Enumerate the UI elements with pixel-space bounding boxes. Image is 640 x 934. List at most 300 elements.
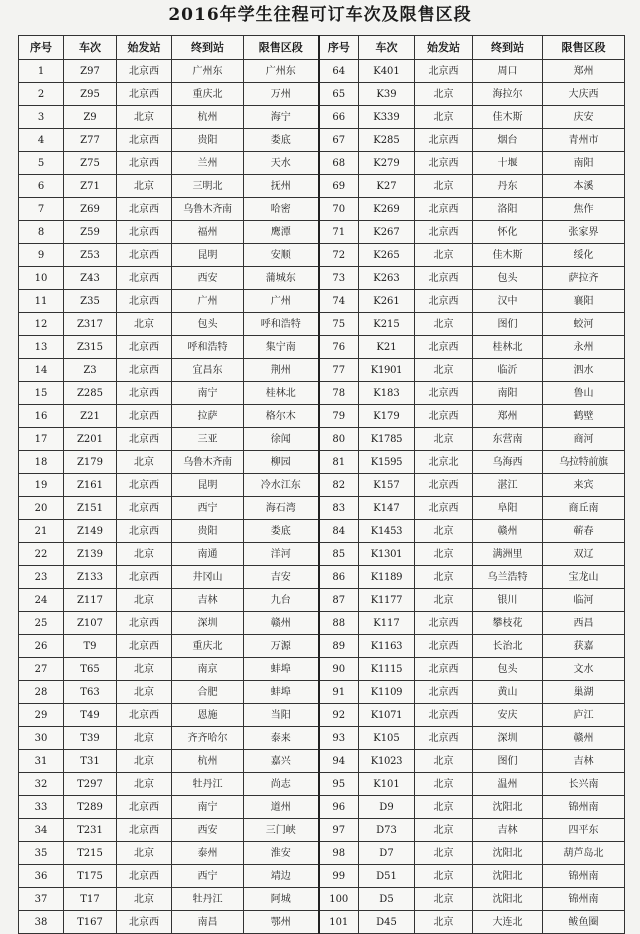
cell-restricted-section: 襄阳	[543, 290, 625, 313]
cell-seq: 4	[19, 129, 64, 152]
cell-restricted-section: 赣州	[543, 727, 625, 750]
cell-destination: 吉林	[473, 819, 543, 842]
cell-origin: 北京西	[415, 60, 473, 83]
cell-destination: 重庆北	[172, 83, 244, 106]
cell-train: K269	[359, 198, 415, 221]
cell-seq: 73	[319, 267, 359, 290]
cell-destination: 南宁	[172, 382, 244, 405]
cell-origin: 北京西	[117, 198, 172, 221]
cell-seq: 99	[319, 865, 359, 888]
cell-restricted-section: 阿城	[244, 888, 319, 911]
header-train: 车次	[64, 36, 117, 60]
cell-restricted-section: 靖边	[244, 865, 319, 888]
cell-origin: 北京	[415, 796, 473, 819]
cell-train: D73	[359, 819, 415, 842]
cell-origin: 北京	[415, 773, 473, 796]
cell-train: K263	[359, 267, 415, 290]
cell-train: K157	[359, 474, 415, 497]
cell-train: Z161	[64, 474, 117, 497]
cell-train: Z77	[64, 129, 117, 152]
cell-origin: 北京西	[415, 658, 473, 681]
cell-origin: 北京西	[117, 635, 172, 658]
cell-train: K1071	[359, 704, 415, 727]
cell-train: D45	[359, 911, 415, 934]
cell-train: T63	[64, 681, 117, 704]
cell-train: K1595	[359, 451, 415, 474]
cell-origin: 北京西	[117, 129, 172, 152]
header-seq: 序号	[19, 36, 64, 60]
cell-origin: 北京	[415, 842, 473, 865]
cell-seq: 76	[319, 336, 359, 359]
table-row	[19, 83, 625, 106]
cell-origin: 北京	[415, 589, 473, 612]
cell-origin: 北京西	[117, 359, 172, 382]
cell-destination: 包头	[473, 267, 543, 290]
table-row	[19, 198, 625, 221]
cell-seq: 18	[19, 451, 64, 474]
cell-seq: 86	[319, 566, 359, 589]
cell-origin: 北京西	[117, 221, 172, 244]
cell-train: T215	[64, 842, 117, 865]
cell-train: Z95	[64, 83, 117, 106]
cell-train: K117	[359, 612, 415, 635]
cell-destination: 郑州	[473, 405, 543, 428]
cell-seq: 20	[19, 497, 64, 520]
cell-seq: 90	[319, 658, 359, 681]
cell-origin: 北京西	[117, 382, 172, 405]
cell-seq: 93	[319, 727, 359, 750]
cell-seq: 84	[319, 520, 359, 543]
cell-train: K1301	[359, 543, 415, 566]
cell-destination: 洛阳	[473, 198, 543, 221]
cell-destination: 十堰	[473, 152, 543, 175]
cell-origin: 北京西	[415, 681, 473, 704]
cell-destination: 湛江	[473, 474, 543, 497]
cell-origin: 北京西	[117, 911, 172, 934]
cell-restricted-section: 海宁	[244, 106, 319, 129]
cell-destination: 赣州	[473, 520, 543, 543]
cell-origin: 北京	[415, 428, 473, 451]
cell-restricted-section: 桂林北	[244, 382, 319, 405]
cell-seq: 100	[319, 888, 359, 911]
cell-train: D5	[359, 888, 415, 911]
cell-train: K183	[359, 382, 415, 405]
cell-destination: 呼和浩特	[172, 336, 244, 359]
cell-origin: 北京	[415, 106, 473, 129]
cell-seq: 87	[319, 589, 359, 612]
cell-origin: 北京西	[415, 336, 473, 359]
table-row	[19, 290, 625, 313]
cell-restricted-section: 格尔木	[244, 405, 319, 428]
cell-destination: 泰州	[172, 842, 244, 865]
cell-destination: 沈阳北	[473, 796, 543, 819]
cell-train: K1177	[359, 589, 415, 612]
cell-restricted-section: 鲁山	[543, 382, 625, 405]
cell-origin: 北京西	[415, 267, 473, 290]
cell-origin: 北京西	[415, 497, 473, 520]
table-row	[19, 221, 625, 244]
cell-origin: 北京西	[117, 796, 172, 819]
cell-train: Z139	[64, 543, 117, 566]
cell-seq: 11	[19, 290, 64, 313]
cell-destination: 包头	[172, 313, 244, 336]
cell-origin: 北京	[117, 451, 172, 474]
cell-seq: 82	[319, 474, 359, 497]
cell-destination: 图们	[473, 750, 543, 773]
cell-seq: 9	[19, 244, 64, 267]
table-row	[19, 612, 625, 635]
cell-seq: 81	[319, 451, 359, 474]
cell-origin: 北京	[117, 681, 172, 704]
table-row	[19, 106, 625, 129]
cell-seq: 75	[319, 313, 359, 336]
header-destination: 终到站	[473, 36, 543, 60]
cell-train: T175	[64, 865, 117, 888]
cell-train: T289	[64, 796, 117, 819]
table-row	[19, 313, 625, 336]
cell-origin: 北京西	[415, 129, 473, 152]
table-row	[19, 773, 625, 796]
cell-restricted-section: 当阳	[244, 704, 319, 727]
cell-origin: 北京西	[415, 474, 473, 497]
cell-destination: 南京	[172, 658, 244, 681]
cell-restricted-section: 蚌埠	[244, 658, 319, 681]
cell-origin: 北京西	[415, 405, 473, 428]
cell-seq: 12	[19, 313, 64, 336]
cell-seq: 29	[19, 704, 64, 727]
cell-restricted-section: 鲅鱼圈	[543, 911, 625, 934]
cell-restricted-section: 大庆西	[543, 83, 625, 106]
cell-seq: 97	[319, 819, 359, 842]
cell-restricted-section: 锦州南	[543, 796, 625, 819]
cell-restricted-section: 商河	[543, 428, 625, 451]
cell-restricted-section: 道州	[244, 796, 319, 819]
cell-origin: 北京	[415, 543, 473, 566]
cell-origin: 北京西	[117, 474, 172, 497]
cell-train: K1023	[359, 750, 415, 773]
cell-destination: 烟台	[473, 129, 543, 152]
cell-seq: 28	[19, 681, 64, 704]
cell-origin: 北京西	[415, 152, 473, 175]
cell-seq: 31	[19, 750, 64, 773]
cell-restricted-section: 巢湖	[543, 681, 625, 704]
header-origin: 始发站	[117, 36, 172, 60]
cell-restricted-section: 淮安	[244, 842, 319, 865]
cell-origin: 北京西	[117, 290, 172, 313]
cell-origin: 北京西	[117, 405, 172, 428]
cell-seq: 80	[319, 428, 359, 451]
cell-restricted-section: 娄底	[244, 129, 319, 152]
cell-destination: 深圳	[172, 612, 244, 635]
cell-train: K1109	[359, 681, 415, 704]
table-row	[19, 681, 625, 704]
cell-restricted-section: 鹰潭	[244, 221, 319, 244]
cell-train: Z59	[64, 221, 117, 244]
cell-destination: 长治北	[473, 635, 543, 658]
cell-train: K101	[359, 773, 415, 796]
cell-train: K27	[359, 175, 415, 198]
cell-destination: 井冈山	[172, 566, 244, 589]
cell-destination: 丹东	[473, 175, 543, 198]
cell-seq: 37	[19, 888, 64, 911]
cell-destination: 汉中	[473, 290, 543, 313]
table-row	[19, 359, 625, 382]
cell-restricted-section: 萨拉齐	[543, 267, 625, 290]
cell-origin: 北京西	[117, 566, 172, 589]
cell-seq: 16	[19, 405, 64, 428]
cell-origin: 北京北	[415, 451, 473, 474]
cell-origin: 北京	[415, 359, 473, 382]
table-row	[19, 819, 625, 842]
cell-seq: 21	[19, 520, 64, 543]
cell-destination: 南宁	[172, 796, 244, 819]
cell-origin: 北京	[117, 175, 172, 198]
cell-origin: 北京西	[117, 704, 172, 727]
header-restricted-section: 限售区段	[543, 36, 625, 60]
cell-origin: 北京	[415, 566, 473, 589]
cell-origin: 北京	[117, 589, 172, 612]
cell-seq: 91	[319, 681, 359, 704]
cell-restricted-section: 庆安	[543, 106, 625, 129]
cell-seq: 25	[19, 612, 64, 635]
cell-destination: 贵阳	[172, 129, 244, 152]
table-row	[19, 336, 625, 359]
cell-destination: 齐齐哈尔	[172, 727, 244, 750]
cell-seq: 65	[319, 83, 359, 106]
cell-origin: 北京	[117, 888, 172, 911]
cell-destination: 周口	[473, 60, 543, 83]
document-title: 2016年学生往程可订车次及限售区段	[168, 5, 472, 25]
cell-restricted-section: 锦州南	[543, 888, 625, 911]
cell-destination: 银川	[473, 589, 543, 612]
cell-train: K147	[359, 497, 415, 520]
cell-restricted-section: 泗水	[543, 359, 625, 382]
cell-seq: 1	[19, 60, 64, 83]
cell-seq: 36	[19, 865, 64, 888]
cell-origin: 北京	[117, 106, 172, 129]
cell-destination: 图们	[473, 313, 543, 336]
cell-restricted-section: 鄂州	[244, 911, 319, 934]
cell-train: Z53	[64, 244, 117, 267]
cell-destination: 昆明	[172, 244, 244, 267]
cell-train: D9	[359, 796, 415, 819]
cell-destination: 昆明	[172, 474, 244, 497]
cell-restricted-section: 郑州	[543, 60, 625, 83]
cell-train: K1115	[359, 658, 415, 681]
cell-destination: 阜阳	[473, 497, 543, 520]
table-row	[19, 911, 625, 934]
cell-train: Z3	[64, 359, 117, 382]
cell-seq: 79	[319, 405, 359, 428]
cell-origin: 北京西	[415, 727, 473, 750]
cell-origin: 北京	[117, 842, 172, 865]
cell-restricted-section: 南阳	[543, 152, 625, 175]
cell-origin: 北京	[415, 865, 473, 888]
cell-origin: 北京	[415, 750, 473, 773]
cell-destination: 杭州	[172, 106, 244, 129]
cell-destination: 拉萨	[172, 405, 244, 428]
table-row	[19, 60, 625, 83]
cell-seq: 6	[19, 175, 64, 198]
cell-train: Z69	[64, 198, 117, 221]
cell-restricted-section: 获嘉	[543, 635, 625, 658]
cell-train: K105	[359, 727, 415, 750]
table-row	[19, 244, 625, 267]
cell-train: Z151	[64, 497, 117, 520]
cell-destination: 东营南	[473, 428, 543, 451]
cell-restricted-section: 吉安	[244, 566, 319, 589]
table-row	[19, 704, 625, 727]
cell-restricted-section: 蚌埠	[244, 681, 319, 704]
cell-destination: 桂林北	[473, 336, 543, 359]
cell-restricted-section: 西昌	[543, 612, 625, 635]
cell-origin: 北京	[117, 658, 172, 681]
cell-restricted-section: 九台	[244, 589, 319, 612]
cell-restricted-section: 娄底	[244, 520, 319, 543]
cell-seq: 69	[319, 175, 359, 198]
cell-restricted-section: 本溪	[543, 175, 625, 198]
cell-seq: 33	[19, 796, 64, 819]
cell-seq: 2	[19, 83, 64, 106]
cell-train: T167	[64, 911, 117, 934]
cell-seq: 101	[319, 911, 359, 934]
cell-seq: 85	[319, 543, 359, 566]
cell-destination: 乌鲁木齐南	[172, 198, 244, 221]
header-train: 车次	[359, 36, 415, 60]
cell-origin: 北京西	[415, 382, 473, 405]
cell-origin: 北京西	[415, 198, 473, 221]
cell-restricted-section: 永州	[543, 336, 625, 359]
cell-origin: 北京	[415, 244, 473, 267]
cell-restricted-section: 宝龙山	[543, 566, 625, 589]
cell-train: Z201	[64, 428, 117, 451]
cell-restricted-section: 长兴南	[543, 773, 625, 796]
cell-destination: 广州东	[172, 60, 244, 83]
table-row	[19, 382, 625, 405]
cell-destination: 三亚	[172, 428, 244, 451]
cell-destination: 西宁	[172, 497, 244, 520]
cell-train: K267	[359, 221, 415, 244]
cell-seq: 34	[19, 819, 64, 842]
cell-seq: 83	[319, 497, 359, 520]
cell-origin: 北京	[415, 888, 473, 911]
header-restricted-section: 限售区段	[244, 36, 319, 60]
cell-train: K401	[359, 60, 415, 83]
cell-seq: 3	[19, 106, 64, 129]
cell-origin: 北京	[415, 313, 473, 336]
cell-destination: 南昌	[172, 911, 244, 934]
cell-origin: 北京	[415, 83, 473, 106]
cell-destination: 重庆北	[172, 635, 244, 658]
cell-seq: 92	[319, 704, 359, 727]
table-row	[19, 566, 625, 589]
cell-restricted-section: 三门峡	[244, 819, 319, 842]
cell-origin: 北京西	[117, 819, 172, 842]
cell-restricted-section: 蛟河	[543, 313, 625, 336]
cell-origin: 北京	[415, 911, 473, 934]
cell-train: Z315	[64, 336, 117, 359]
cell-restricted-section: 绥化	[543, 244, 625, 267]
cell-restricted-section: 乌拉特前旗	[543, 451, 625, 474]
cell-destination: 深圳	[473, 727, 543, 750]
cell-origin: 北京	[117, 727, 172, 750]
cell-restricted-section: 四平东	[543, 819, 625, 842]
cell-destination: 宜昌东	[172, 359, 244, 382]
cell-seq: 14	[19, 359, 64, 382]
cell-restricted-section: 哈密	[244, 198, 319, 221]
cell-restricted-section: 抚州	[244, 175, 319, 198]
cell-destination: 西安	[172, 819, 244, 842]
cell-origin: 北京西	[117, 83, 172, 106]
cell-seq: 67	[319, 129, 359, 152]
cell-destination: 满洲里	[473, 543, 543, 566]
cell-origin: 北京西	[117, 267, 172, 290]
table-row	[19, 428, 625, 451]
cell-train: K261	[359, 290, 415, 313]
cell-train: Z75	[64, 152, 117, 175]
cell-destination: 杭州	[172, 750, 244, 773]
cell-restricted-section: 万源	[244, 635, 319, 658]
cell-destination: 包头	[473, 658, 543, 681]
cell-destination: 三明北	[172, 175, 244, 198]
cell-restricted-section: 徐闻	[244, 428, 319, 451]
cell-restricted-section: 尚志	[244, 773, 319, 796]
cell-train: Z117	[64, 589, 117, 612]
cell-train: K21	[359, 336, 415, 359]
cell-destination: 沈阳北	[473, 842, 543, 865]
cell-origin: 北京	[117, 313, 172, 336]
table-row	[19, 543, 625, 566]
cell-train: K1189	[359, 566, 415, 589]
cell-seq: 35	[19, 842, 64, 865]
cell-restricted-section: 庐江	[543, 704, 625, 727]
table-row	[19, 658, 625, 681]
cell-restricted-section: 嘉兴	[244, 750, 319, 773]
cell-restricted-section: 文水	[543, 658, 625, 681]
table-header-row	[19, 36, 625, 60]
cell-seq: 78	[319, 382, 359, 405]
cell-restricted-section: 海石湾	[244, 497, 319, 520]
cell-destination: 攀枝花	[473, 612, 543, 635]
cell-restricted-section: 焦作	[543, 198, 625, 221]
cell-restricted-section: 泰来	[244, 727, 319, 750]
cell-destination: 合肥	[172, 681, 244, 704]
cell-train: K285	[359, 129, 415, 152]
table-row	[19, 865, 625, 888]
cell-train: K265	[359, 244, 415, 267]
cell-destination: 乌兰浩特	[473, 566, 543, 589]
cell-destination: 南阳	[473, 382, 543, 405]
cell-train: K1453	[359, 520, 415, 543]
cell-destination: 贵阳	[172, 520, 244, 543]
cell-train: K39	[359, 83, 415, 106]
cell-train: T231	[64, 819, 117, 842]
cell-origin: 北京西	[117, 612, 172, 635]
cell-train: K215	[359, 313, 415, 336]
cell-destination: 临沂	[473, 359, 543, 382]
cell-destination: 沈阳北	[473, 888, 543, 911]
cell-origin: 北京	[117, 773, 172, 796]
cell-origin: 北京	[415, 819, 473, 842]
cell-train: Z9	[64, 106, 117, 129]
cell-restricted-section: 广州东	[244, 60, 319, 83]
cell-origin: 北京	[117, 543, 172, 566]
cell-restricted-section: 柳园	[244, 451, 319, 474]
cell-destination: 大连北	[473, 911, 543, 934]
cell-seq: 30	[19, 727, 64, 750]
cell-destination: 海拉尔	[473, 83, 543, 106]
cell-restricted-section: 青州市	[543, 129, 625, 152]
